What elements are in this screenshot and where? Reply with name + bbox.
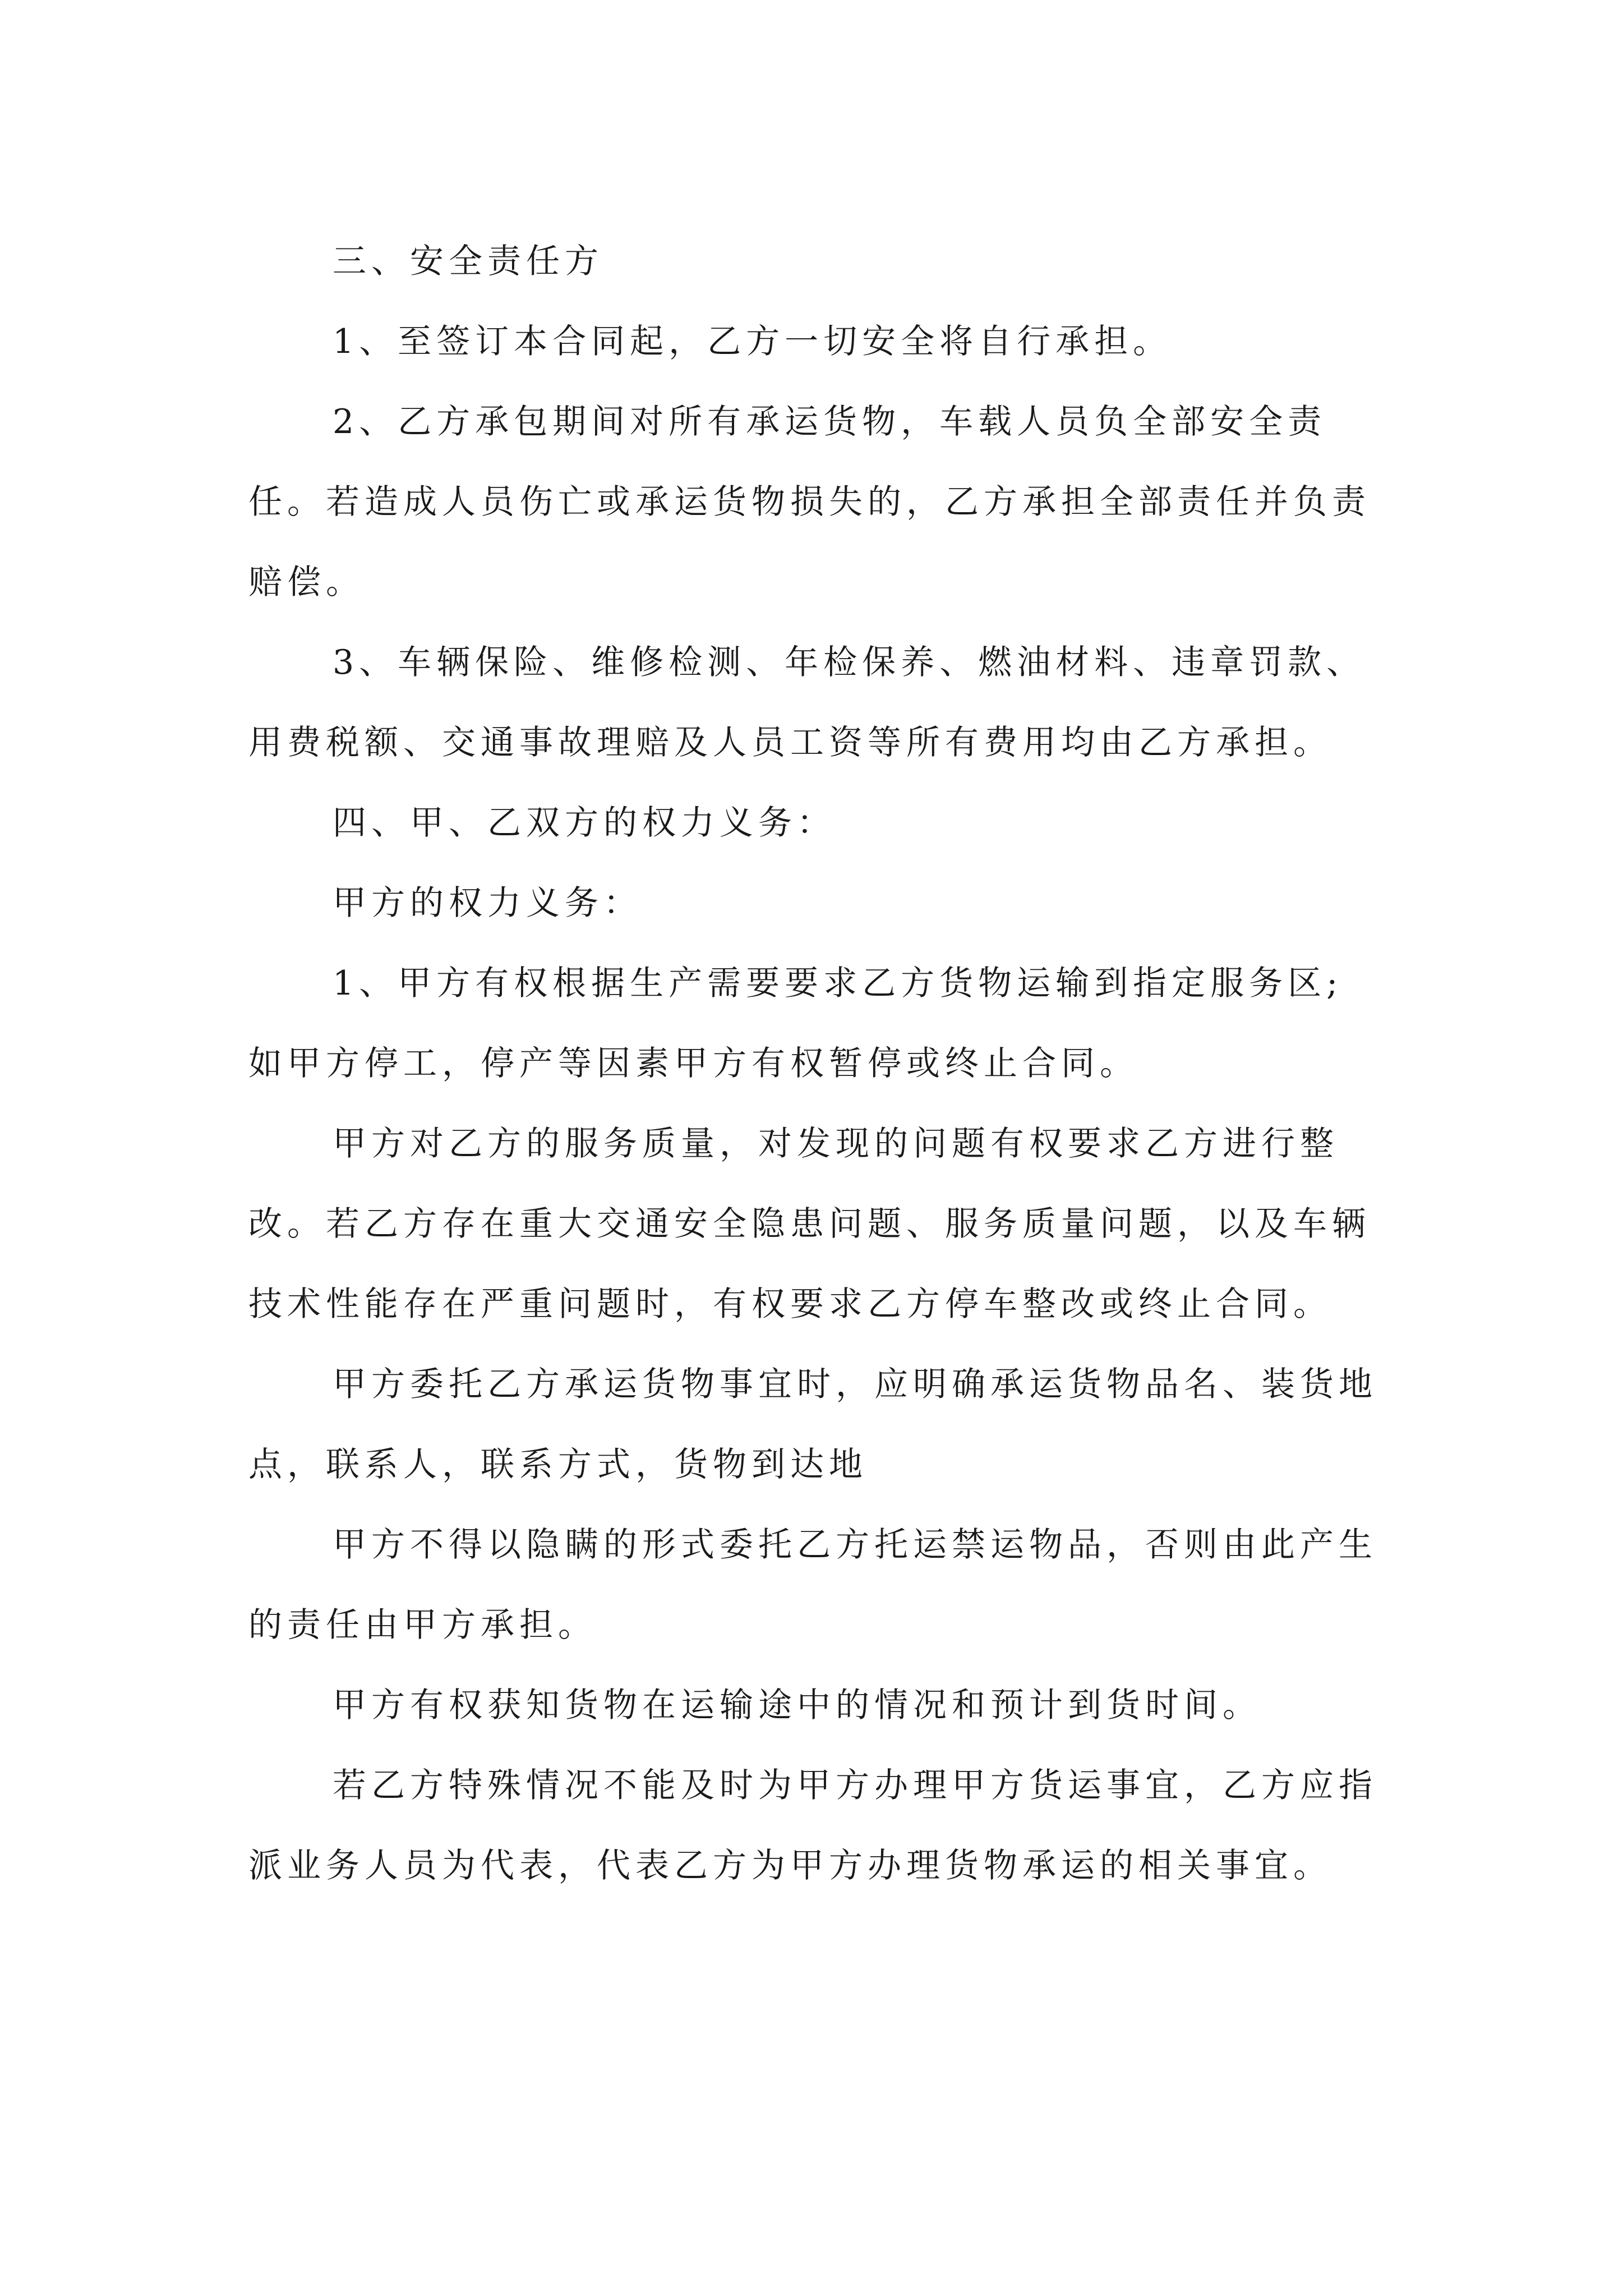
clause-paragraph: 甲方对乙方的服务质量，对发现的问题有权要求乙方进行整改。若乙方存在重大交通安全隐患问题、服务质量问题，以及车辆技术性能存在严重问题时，有权要求乙方停车整改或终止合同。 <box>248 1124 1371 1324</box>
section-heading-safety: 三、安全责任方 <box>333 242 603 281</box>
clause-paragraph: 2、乙方承包期间对所有承运货物，车载人员负全部安全责任。若造成人员伤亡或承运货物损失的，乙方承担全部责任并负责赔偿。 <box>248 402 1371 602</box>
clause-paragraph: 1、甲方有权根据生产需要要求乙方货物运输到指定服务区;如甲方停工，停产等因素甲方有权暂停或终止合同。 <box>248 964 1343 1083</box>
clause-paragraph: 甲方有权获知货物在运输途中的情况和预计到货时间。 <box>333 1686 1261 1725</box>
section-heading-rights: 四、甲、乙双方的权力义务： <box>333 803 836 843</box>
clause-paragraph: 甲方不得以隐瞒的形式委托乙方托运禁运物品，否则由此产生的责任由甲方承担。 <box>248 1525 1377 1645</box>
clause-paragraph: 若乙方特殊情况不能及时为甲方办理甲方货运事宜，乙方应指派业务人员为代表，代表乙方为甲方办理货物承运的相关事宜。 <box>248 1766 1377 1885</box>
clause-paragraph: 甲方委托乙方承运货物事宜时，应明确承运货物品名、装货地点，联系人，联系方式，货物到达地 <box>248 1365 1377 1484</box>
document-body <box>248 222 1381 1906</box>
subsection-heading-party-a: 甲方的权力义务： <box>333 884 642 923</box>
clause-paragraph: 1、至签订本合同起，乙方一切安全将自行承担。 <box>333 322 1172 361</box>
clause-paragraph: 3、车辆保险、维修检测、年检保养、燃油材料、违章罚款、用费税额、交通事故理赔及人员工资等所有费用均由乙方承担。 <box>248 643 1366 762</box>
